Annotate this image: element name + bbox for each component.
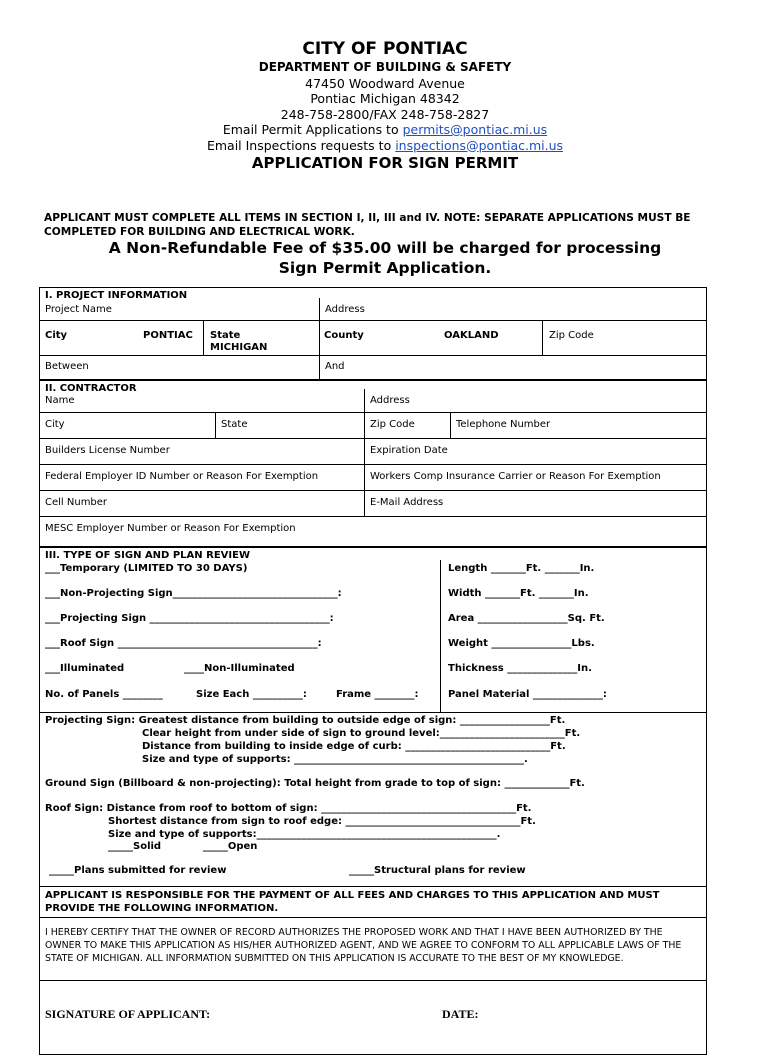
and-field[interactable]: And xyxy=(319,356,706,379)
state-value: MICHIGAN xyxy=(210,342,268,353)
roof-sign-option[interactable]: ___Roof Sign ________________________________________: xyxy=(45,638,322,649)
inspection-email-line xyxy=(0,138,770,154)
project-state-field[interactable] xyxy=(203,321,319,355)
project-address-field[interactable]: Address xyxy=(319,298,706,320)
between-field[interactable]: Between xyxy=(45,361,89,372)
project-city-field[interactable] xyxy=(40,321,203,355)
city-title: CITY OF PONTIAC xyxy=(302,39,468,59)
city-value: PONTIAC xyxy=(143,330,193,341)
certification-text: I HEREBY CERTIFY THAT THE OWNER OF RECORD AUTHORIZES THE PROPOSED WORK AND THAT I HAVE BEEN AUTHORIZED BY THE OWNER TO MAKE THIS APPLICATION AS HIS/HER AUTHORIZED AGENT, AND WE AGREE TO CONFORM TO ALL APPLICABLE LAWS OF THE STATE OF MICHIGAN. ALL INFORMATION SUBMITTED ON THIS APPLICATION IS ACCURATE TO THE BEST OF MY KNOWLEDGE. xyxy=(45,927,682,964)
non-illuminated-option[interactable]: ____Non-Illuminated xyxy=(184,663,295,674)
phone-fax: 248-758-2800/FAX 248-758-2827 xyxy=(280,106,490,122)
inspection-email-label: Email Inspections requests to xyxy=(206,137,396,153)
width-field[interactable]: Width _______Ft. _______In. xyxy=(448,588,589,599)
project-name-field[interactable]: Project Name xyxy=(45,304,112,315)
section-3-title: III. TYPE OF SIGN AND PLAN REVIEW xyxy=(45,550,250,561)
contractor-state-field[interactable]: State xyxy=(215,413,364,438)
projecting-line-1[interactable]: Projecting Sign: Greatest distance from building to outside edge of sign: __________________Ft. xyxy=(45,715,566,726)
panel-material-field[interactable]: Panel Material ______________: xyxy=(448,689,607,700)
projecting-line-3[interactable]: Distance from building to inside edge of curb: _____________________________Ft. xyxy=(142,741,566,752)
project-row-1 xyxy=(40,288,706,321)
weight-field[interactable]: Weight ________________Lbs. xyxy=(448,638,595,649)
sign-type-divider xyxy=(440,560,441,712)
project-row-3 xyxy=(40,356,706,380)
department-name: DEPARTMENT OF BUILDING & SAFETY xyxy=(258,60,512,74)
zip-label: Zip Code xyxy=(549,330,594,341)
responsibility-row xyxy=(40,887,706,918)
thickness-field[interactable]: Thickness ______________In. xyxy=(448,663,592,674)
illuminated-option[interactable]: ___Illuminated xyxy=(45,663,125,674)
project-county-field[interactable] xyxy=(319,321,542,355)
temporary-option[interactable]: ___Temporary (LIMITED TO 30 DAYS) xyxy=(45,563,248,574)
city-label: City xyxy=(45,330,68,341)
panels-field[interactable]: No. of Panels ________ xyxy=(45,689,163,700)
date-label[interactable]: DATE: xyxy=(442,1007,479,1021)
contractor-row-4 xyxy=(40,465,706,491)
county-value: OAKLAND xyxy=(444,330,499,341)
contractor-row-1 xyxy=(40,380,706,413)
fee-notice xyxy=(0,239,770,278)
county-label: County xyxy=(324,330,364,341)
sign-type-section xyxy=(40,547,706,713)
roof-line-1[interactable]: Roof Sign: Distance from roof to bottom of sign: _______________________________________Ft. xyxy=(45,803,532,814)
fein-field[interactable]: Federal Employer ID Number or Reason For Exemption xyxy=(45,471,319,482)
frame-field[interactable]: Frame ________: xyxy=(336,689,419,700)
structural-plans-option[interactable]: _____Structural plans for review xyxy=(349,865,526,876)
street-address: 47450 Woodward Avenue xyxy=(305,75,465,91)
roof-line-2[interactable]: Shortest distance from sign to roof edge: ___________________________________Ft. xyxy=(108,816,536,827)
form-title: APPLICATION FOR SIGN PERMIT xyxy=(251,154,519,172)
section-1-title: I. PROJECT INFORMATION xyxy=(45,290,188,301)
ground-sign-line[interactable]: Ground Sign (Billboard & non-projecting): Total height from grade to top of sign: _____________Ft. xyxy=(45,778,585,789)
projecting-option[interactable]: ___Projecting Sign ____________________________________: xyxy=(45,613,334,624)
projecting-line-2[interactable]: Clear height from under side of sign to ground level:_________________________Ft. xyxy=(142,728,581,739)
contractor-address-field[interactable]: Address xyxy=(364,389,706,412)
fee-line-2: Sign Permit Application. xyxy=(278,258,492,277)
contractor-zip-field[interactable]: Zip Code xyxy=(364,413,450,438)
inspection-email-link[interactable]: inspections@pontiac.mi.us xyxy=(395,137,564,153)
length-field[interactable]: Length _______Ft. _______In. xyxy=(448,563,595,574)
responsibility-text: APPLICANT IS RESPONSIBLE FOR THE PAYMENT OF ALL FEES AND CHARGES TO THIS APPLICATION AND MUST PROVIDE THE FOLLOWING INFORMATION. xyxy=(45,890,660,914)
mesc-field[interactable]: MESC Employer Number or Reason For Exemption xyxy=(45,523,296,534)
contractor-row-6 xyxy=(40,517,706,547)
plans-submitted-option[interactable]: _____Plans submitted for review xyxy=(49,865,227,876)
permit-email-label: Email Permit Applications to xyxy=(222,122,403,137)
contractor-row-5 xyxy=(40,491,706,517)
contractor-name-field[interactable]: Name xyxy=(45,395,75,406)
fee-line-1: A Non-Refundable Fee of $35.00 will be charged for processing xyxy=(108,239,662,257)
project-row-2 xyxy=(40,321,706,356)
certification-row xyxy=(40,918,706,981)
size-each-field[interactable]: Size Each __________: xyxy=(196,689,307,700)
roof-line-4[interactable]: _____Solid _____Open xyxy=(108,841,258,852)
contractor-city-field[interactable]: City xyxy=(45,419,65,430)
cell-number-field[interactable]: Cell Number xyxy=(45,497,108,508)
project-zip-field[interactable] xyxy=(542,321,706,355)
non-projecting-option[interactable]: ___Non-Projecting Sign_________________________________: xyxy=(45,588,342,599)
projecting-line-4[interactable]: Size and type of supports: ______________________________________________. xyxy=(142,754,528,765)
state-label: State xyxy=(210,330,241,341)
contractor-phone-field[interactable]: Telephone Number xyxy=(450,413,706,438)
city-state-zip: Pontiac Michigan 48342 xyxy=(310,91,460,106)
section-2-title: II. CONTRACTOR xyxy=(45,383,137,394)
contractor-row-3 xyxy=(40,439,706,465)
signature-label[interactable]: SIGNATURE OF APPLICANT: xyxy=(45,1007,211,1021)
letterhead xyxy=(0,38,770,173)
roof-line-3[interactable]: Size and type of supports:________________________________________________. xyxy=(108,829,501,840)
applicant-notice: APPLICANT MUST COMPLETE ALL ITEMS IN SECTION I, II, III and IV. NOTE: SEPARATE APPLICATIONS MUST BE COMPLETED FOR BUILDING AND ELECTRICAL WORK. xyxy=(44,212,691,238)
email-address-field[interactable]: E-Mail Address xyxy=(364,491,706,516)
sign-details-section xyxy=(40,713,706,887)
contractor-row-2 xyxy=(40,413,706,439)
expiration-date-field[interactable]: Expiration Date xyxy=(364,439,706,464)
permit-form xyxy=(39,287,707,1055)
workers-comp-field[interactable]: Workers Comp Insurance Carrier or Reason For Exemption xyxy=(364,465,706,490)
builders-license-field[interactable]: Builders License Number xyxy=(45,445,170,456)
permit-email-link[interactable]: permits@pontiac.mi.us xyxy=(402,122,548,137)
area-field[interactable]: Area __________________Sq. Ft. xyxy=(448,613,605,624)
permit-email-line xyxy=(0,122,770,138)
